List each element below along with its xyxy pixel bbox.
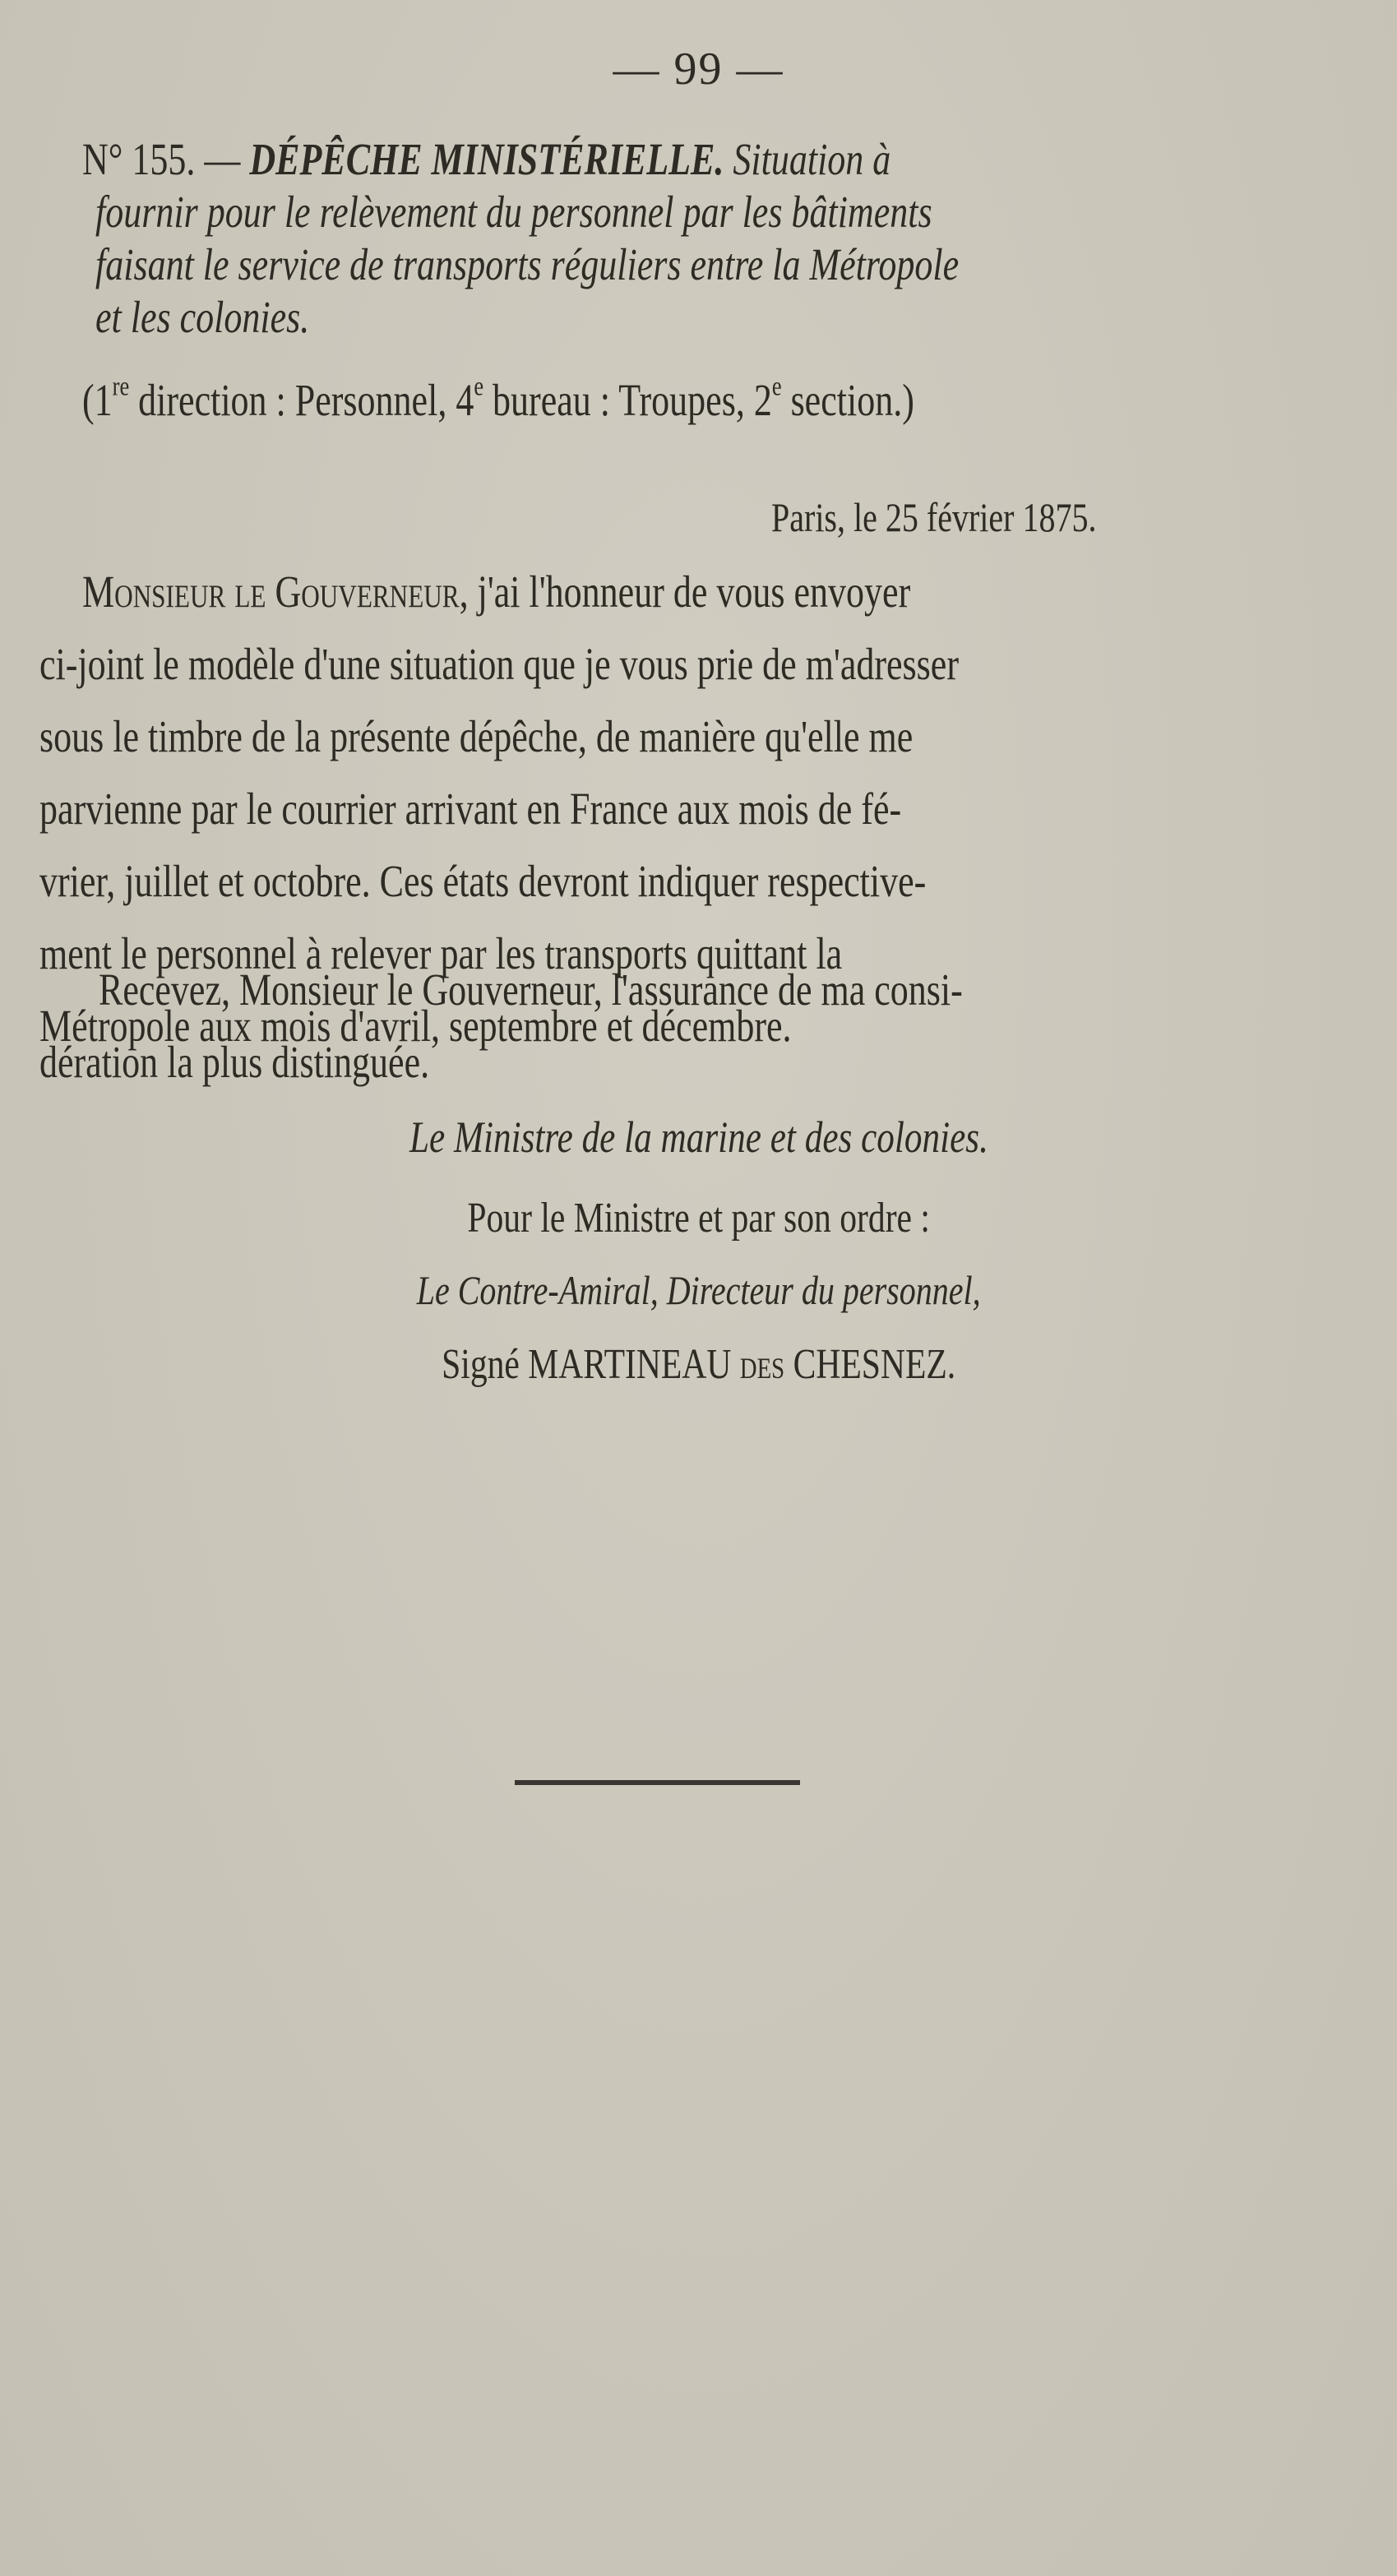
date-line: Paris, le 25 février 1875.	[771, 494, 1097, 540]
heading-line-4: et les colonies.	[95, 292, 310, 342]
signature-contre-amiral-text: Le Contre-Amiral, Directeur du personnel,	[416, 1267, 981, 1313]
signed-des: des	[739, 1341, 785, 1388]
dispatch-number: N° 155.	[82, 134, 196, 184]
heading-line-2: fournir pour le relèvement du personnel par les bâtiments	[95, 187, 932, 237]
signed-prefix: Signé MARTINEAU	[441, 1341, 732, 1388]
body-line-1-rest: j'ai l'honneur de vous envoyer	[468, 567, 911, 617]
signature-order-text: Pour le Ministre et par son ordre :	[467, 1195, 930, 1242]
signature-minister-title	[0, 1112, 1397, 1163]
body-line-6: ment le personnel à relever par les transports quittant la	[39, 928, 843, 978]
heading-line-3: faisant le service de transports réguliers entre la Métropole	[95, 239, 960, 289]
direction-text-2: direction : Personnel, 4	[129, 375, 474, 425]
body-line-2: ci-joint le modèle d'une situation que je vous prie de m'adresser	[39, 639, 959, 689]
signature-minister-title-text: Le Ministre de la marine et des colonies.	[409, 1112, 988, 1162]
salutation: Monsieur le Gouverneur,	[82, 567, 469, 617]
signature-signed-text	[442, 1340, 955, 1389]
body-line-4: parvienne par le courrier arrivant en France aux mois de fé-	[39, 784, 902, 834]
body-line-7: Métropole aux mois d'avril, septembre et décembre.	[39, 1001, 792, 1051]
signature-contre-amiral	[0, 1266, 1397, 1314]
page-number-text: — 99 —	[613, 44, 784, 95]
closing-line-2: dération la plus distinguée.	[39, 1037, 430, 1087]
direction-text-1: (1	[82, 375, 113, 425]
body-line-1	[82, 566, 910, 617]
direction-sup-3: e	[771, 372, 782, 402]
dispatch-heading	[82, 133, 1365, 344]
direction-sup-1: re	[112, 372, 130, 402]
closing-line-1: Recevez, Monsieur le Gouverneur, l'assurance de ma consi-	[99, 964, 963, 1015]
direction-text-3: bureau : Troupes, 2	[483, 375, 772, 425]
direction-text-4: section.)	[781, 375, 914, 425]
signed-name: CHESNEZ.	[793, 1341, 956, 1388]
signature-order	[0, 1194, 1397, 1242]
heading-line-1	[82, 133, 1108, 186]
heading-subject-start: Situation à	[733, 134, 891, 184]
direction-sup-2: e	[474, 372, 484, 402]
signature-signed	[0, 1340, 1397, 1389]
page-number	[0, 43, 1397, 95]
direction-line	[82, 374, 914, 426]
closing-rule	[515, 1780, 800, 1785]
body-line-3: sous le timbre de la présente dépêche, de manière qu'elle me	[39, 711, 914, 761]
dispatch-title: DÉPÊCHE MINISTÉRIELLE.	[249, 134, 724, 184]
body-line-5: vrier, juillet et octobre. Ces états devront indiquer respective-	[39, 856, 927, 906]
heading-dash: —	[204, 134, 241, 184]
